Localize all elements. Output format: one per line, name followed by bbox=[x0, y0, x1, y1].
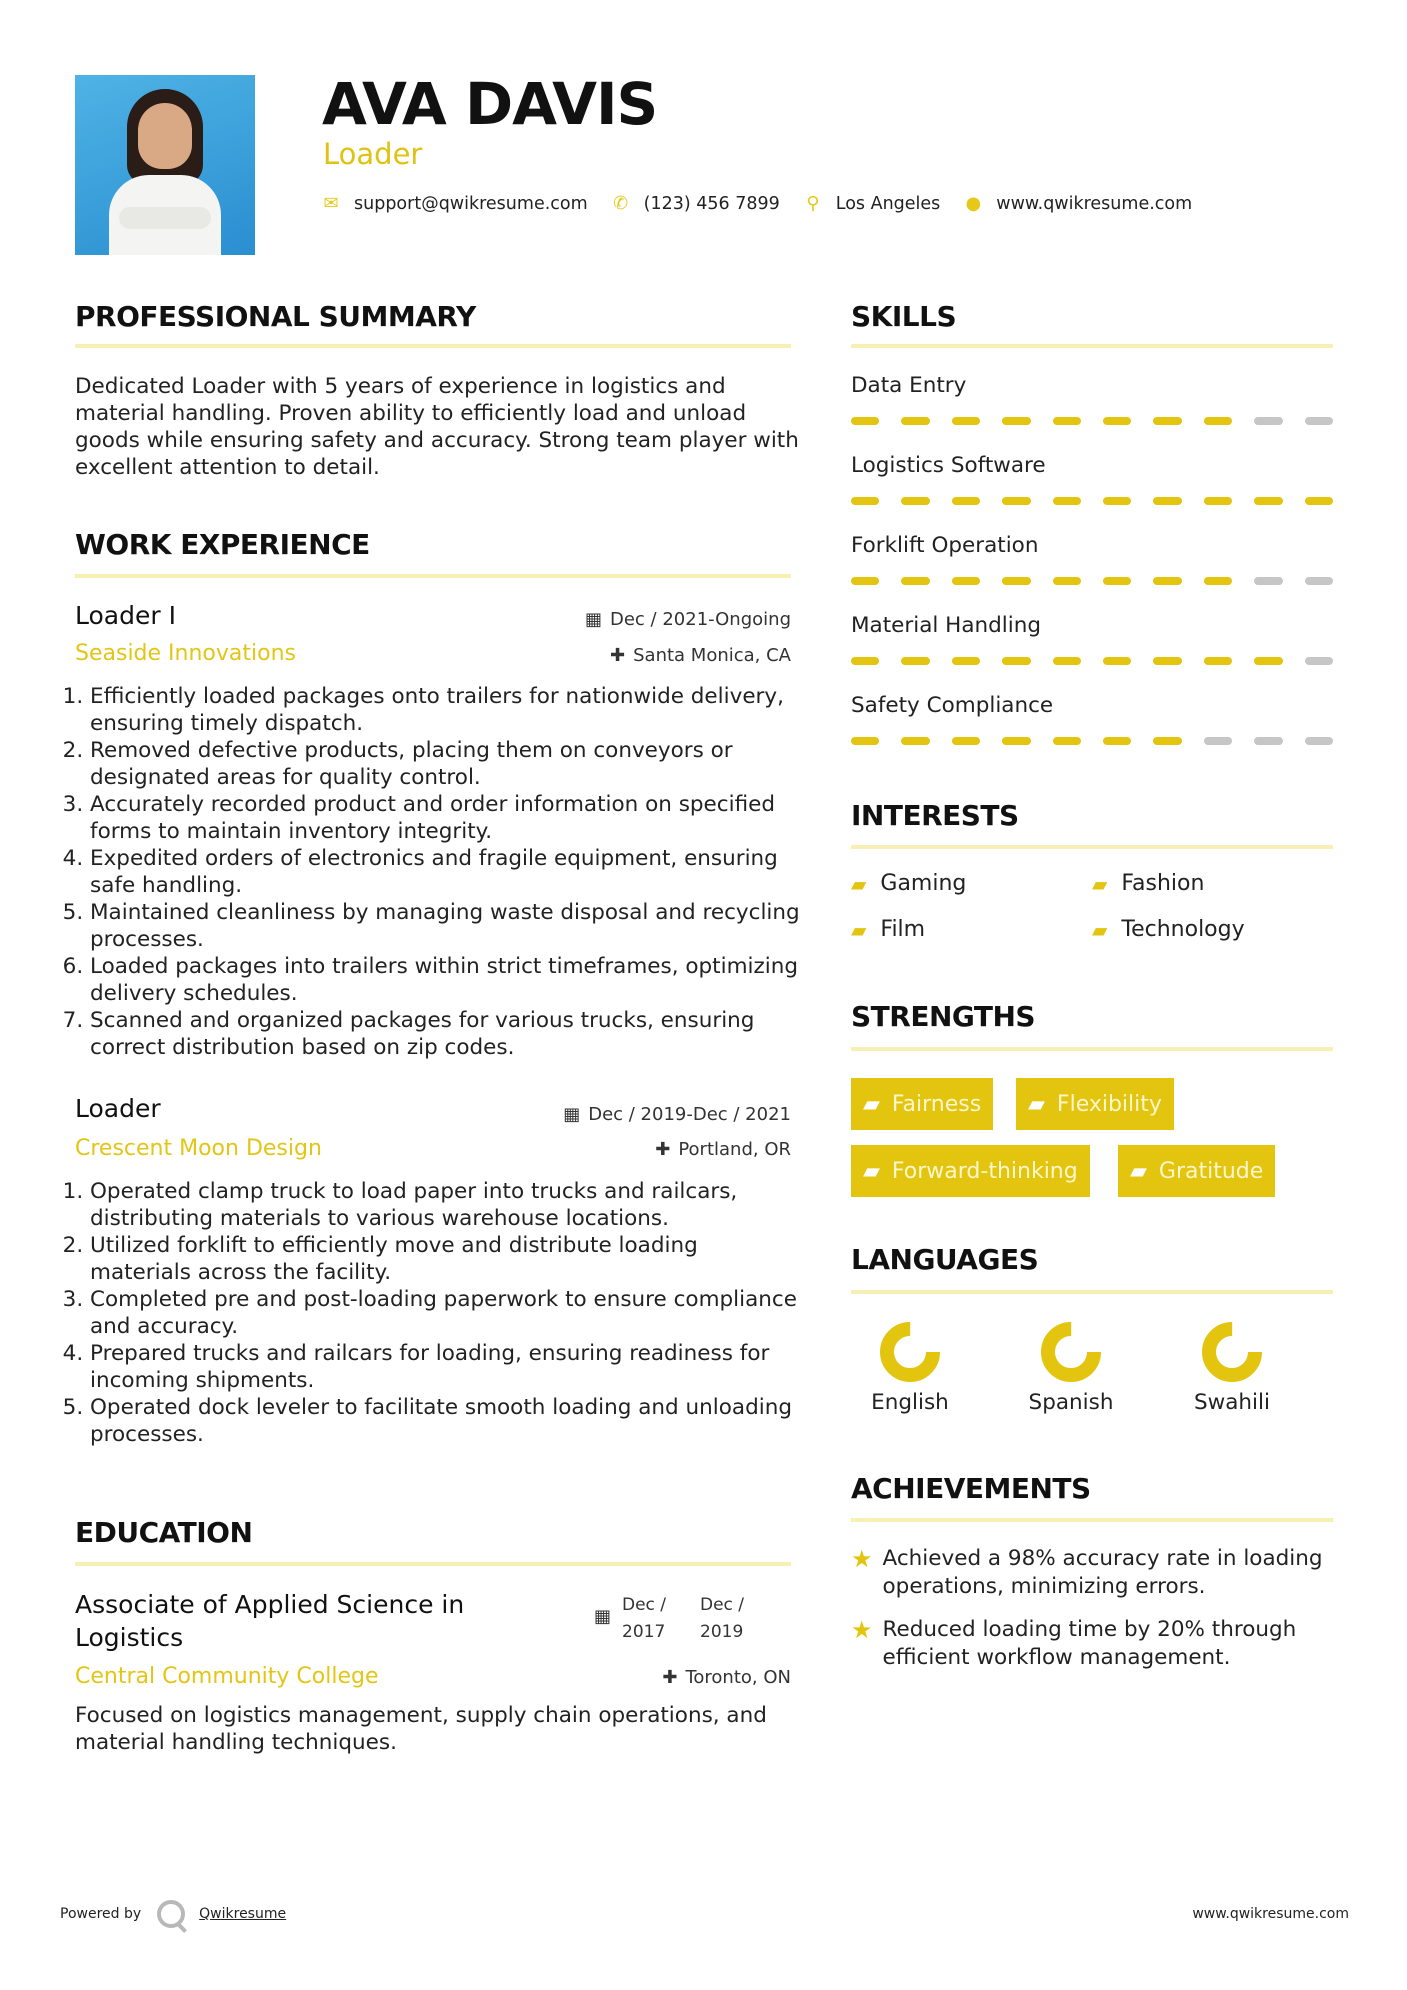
skill-rating-dash bbox=[901, 497, 929, 505]
skill-name: Safety Compliance bbox=[851, 693, 1054, 718]
skill-name: Material Handling bbox=[851, 613, 1042, 638]
summary-heading: PROFESSIONAL SUMMARY bbox=[75, 300, 476, 333]
contact-phone[interactable]: (123) 456 7899 bbox=[643, 193, 780, 214]
education-start-year: 2017 bbox=[622, 1622, 666, 1642]
job-company: Crescent Moon Design bbox=[75, 1136, 322, 1161]
language-item bbox=[1172, 1320, 1292, 1415]
skill-rating-dash bbox=[1254, 417, 1282, 425]
skill-item bbox=[851, 693, 1333, 745]
skill-rating-dash bbox=[952, 497, 980, 505]
languages-rule bbox=[851, 1290, 1333, 1294]
education-end-year: 2019 bbox=[700, 1622, 744, 1642]
education-degree: Associate of Applied Science in Logistics bbox=[75, 1590, 465, 1652]
skill-rating-dash bbox=[1204, 497, 1232, 505]
book-icon: ▰ bbox=[863, 1158, 880, 1184]
skill-rating-dash bbox=[1305, 657, 1333, 665]
education-rule bbox=[75, 1562, 791, 1566]
book-icon: ▰ bbox=[851, 871, 867, 896]
education-location: ✚ Toronto, ON bbox=[662, 1667, 791, 1688]
education-start-month: Dec / bbox=[622, 1595, 667, 1615]
language-item bbox=[1011, 1320, 1131, 1415]
summary-rule bbox=[75, 344, 791, 348]
skills-rule bbox=[851, 344, 1333, 348]
strengths-rule bbox=[851, 1047, 1333, 1051]
calendar-icon: ▦ bbox=[584, 609, 602, 630]
skill-rating-dash bbox=[1254, 497, 1282, 505]
skill-rating bbox=[851, 657, 1333, 665]
skill-rating-dash bbox=[901, 657, 929, 665]
education-school: Central Community College bbox=[75, 1664, 379, 1689]
skill-rating-dash bbox=[1204, 657, 1232, 665]
skill-rating-dash bbox=[851, 577, 879, 585]
skill-name: Logistics Software bbox=[851, 453, 1046, 478]
skill-rating-dash bbox=[901, 737, 929, 745]
skill-rating-dash bbox=[1153, 737, 1181, 745]
profile-photo bbox=[75, 75, 255, 255]
skill-rating-dash bbox=[1204, 417, 1232, 425]
list-item: 3. Accurately recorded product and order information on specified forms to maintain inventory integrity. bbox=[90, 791, 802, 845]
skill-rating bbox=[851, 577, 1333, 585]
skill-rating-dash bbox=[1053, 657, 1081, 665]
education-end-month: Dec / bbox=[700, 1595, 745, 1615]
skill-rating-dash bbox=[1053, 737, 1081, 745]
skill-rating bbox=[851, 737, 1333, 745]
location-pin-icon: ⚲ bbox=[806, 193, 820, 214]
skill-rating-dash bbox=[1254, 577, 1282, 585]
footer-url[interactable]: www.qwikresume.com bbox=[1192, 1906, 1349, 1922]
book-icon: ▰ bbox=[1092, 871, 1108, 896]
skill-rating-dash bbox=[1153, 657, 1181, 665]
skill-rating-dash bbox=[1103, 497, 1131, 505]
skill-rating bbox=[851, 497, 1333, 505]
pin-icon: ✚ bbox=[662, 1667, 678, 1688]
book-icon: ▰ bbox=[863, 1091, 880, 1117]
candidate-title: Loader bbox=[323, 137, 423, 171]
skill-rating-dash bbox=[1002, 737, 1030, 745]
job-bullets bbox=[72, 683, 802, 1061]
list-item: 1. Operated clamp truck to load paper into trucks and railcars, distributing materials to various warehouse locations. bbox=[90, 1178, 802, 1232]
list-item: 3. Completed pre and post-loading paperwork to ensure compliance and accuracy. bbox=[90, 1286, 802, 1340]
skill-rating-dash bbox=[1002, 497, 1030, 505]
skill-rating-dash bbox=[1305, 417, 1333, 425]
skill-rating-dash bbox=[851, 737, 879, 745]
language-name: Spanish bbox=[1028, 1390, 1114, 1415]
job-company: Seaside Innovations bbox=[75, 641, 296, 666]
skill-rating-dash bbox=[901, 577, 929, 585]
list-item: 4. Expedited orders of electronics and fragile equipment, ensuring safe handling. bbox=[90, 845, 802, 899]
skill-rating-dash bbox=[1053, 497, 1081, 505]
job-dates: ▦ Dec / 2021-Ongoing bbox=[584, 609, 791, 630]
book-icon: ▰ bbox=[1130, 1158, 1147, 1184]
skill-rating-dash bbox=[1103, 577, 1131, 585]
language-name: English bbox=[871, 1390, 949, 1415]
language-progress-ring bbox=[1039, 1320, 1103, 1384]
experience-rule bbox=[75, 574, 791, 578]
skill-rating-dash bbox=[1103, 737, 1131, 745]
strengths-heading: STRENGTHS bbox=[851, 1000, 1036, 1033]
skill-rating-dash bbox=[1254, 657, 1282, 665]
education-end bbox=[700, 1592, 744, 1646]
skill-rating-dash bbox=[851, 657, 879, 665]
skill-rating-dash bbox=[1002, 657, 1030, 665]
education-heading: EDUCATION bbox=[75, 1516, 253, 1549]
strength-tag: ▰ Gratitude bbox=[1118, 1145, 1275, 1197]
qwikresume-logo-icon bbox=[157, 1900, 185, 1928]
skill-rating-dash bbox=[1305, 577, 1333, 585]
book-icon: ▰ bbox=[851, 917, 867, 942]
skills-list bbox=[851, 373, 1333, 745]
interest-item: ▰ Film bbox=[851, 917, 926, 942]
skill-rating-dash bbox=[952, 577, 980, 585]
skill-rating-dash bbox=[1153, 417, 1181, 425]
list-item: 1. Efficiently loaded packages onto trailers for nationwide delivery, ensuring timely dispatch. bbox=[90, 683, 802, 737]
skill-rating-dash bbox=[1153, 497, 1181, 505]
pin-icon: ✚ bbox=[655, 1139, 671, 1160]
job-location: ✚ Portland, OR bbox=[655, 1139, 791, 1160]
language-progress-ring bbox=[1200, 1320, 1264, 1384]
list-item: 6. Loaded packages into trailers within strict timeframes, optimizing delivery schedules. bbox=[90, 953, 802, 1007]
interests-heading: INTERESTS bbox=[851, 799, 1019, 832]
contact-bar bbox=[322, 193, 1216, 214]
candidate-name: AVA DAVIS bbox=[322, 70, 658, 138]
skill-rating-dash bbox=[1053, 417, 1081, 425]
calendar-icon: ▦ bbox=[563, 1104, 581, 1125]
contact-email[interactable]: support@qwikresume.com bbox=[354, 193, 588, 214]
skill-rating-dash bbox=[1002, 417, 1030, 425]
language-name: Swahili bbox=[1194, 1390, 1270, 1415]
list-item: 2. Removed defective products, placing them on conveyors or designated areas for quality control. bbox=[90, 737, 802, 791]
skill-rating-dash bbox=[1305, 737, 1333, 745]
book-icon: ▰ bbox=[1092, 917, 1108, 942]
interest-item: ▰ Gaming bbox=[851, 871, 967, 896]
skill-name: Data Entry bbox=[851, 373, 967, 398]
skill-rating-dash bbox=[952, 417, 980, 425]
strength-tag: ▰ Forward-thinking bbox=[851, 1145, 1090, 1197]
interest-item: ▰ Technology bbox=[1092, 917, 1245, 942]
skill-rating-dash bbox=[952, 737, 980, 745]
interest-item: ▰ Fashion bbox=[1092, 871, 1205, 896]
skill-item bbox=[851, 373, 1333, 425]
skill-rating-dash bbox=[851, 417, 879, 425]
education-start bbox=[622, 1592, 666, 1646]
globe-icon: ● bbox=[965, 193, 982, 214]
skill-item bbox=[851, 453, 1333, 505]
interests-rule bbox=[851, 845, 1333, 849]
list-item: 2. Utilized forklift to efficiently move and distribute loading materials across the facility. bbox=[90, 1232, 802, 1286]
list-item: 7. Scanned and organized packages for various trucks, ensuring correct distribution based on zip codes. bbox=[90, 1007, 802, 1061]
achievement-item: ★ Reduced loading time by 20% through efficient workflow management. bbox=[851, 1616, 1297, 1670]
job-title: Loader I bbox=[75, 601, 176, 630]
skill-item bbox=[851, 613, 1333, 665]
phone-icon: ✆ bbox=[613, 193, 629, 214]
experience-heading: WORK EXPERIENCE bbox=[75, 528, 370, 561]
strength-tag: ▰ Fairness bbox=[851, 1078, 993, 1130]
skill-rating-dash bbox=[1002, 577, 1030, 585]
job-dates: ▦ Dec / 2019-Dec / 2021 bbox=[563, 1104, 791, 1125]
strength-tag: ▰ Flexibility bbox=[1016, 1078, 1174, 1130]
achievements-rule bbox=[851, 1518, 1333, 1522]
skill-rating bbox=[851, 417, 1333, 425]
book-icon: ▰ bbox=[1028, 1091, 1045, 1117]
job-title: Loader bbox=[75, 1094, 161, 1123]
language-progress-ring bbox=[878, 1320, 942, 1384]
skill-rating-dash bbox=[1204, 737, 1232, 745]
pin-icon: ✚ bbox=[610, 645, 626, 666]
skills-heading: SKILLS bbox=[851, 300, 957, 333]
skill-rating-dash bbox=[1053, 577, 1081, 585]
job-bullets bbox=[72, 1178, 802, 1448]
language-item bbox=[850, 1320, 970, 1415]
job-location: ✚ Santa Monica, CA bbox=[610, 645, 791, 666]
contact-website[interactable]: www.qwikresume.com bbox=[996, 193, 1193, 214]
skill-rating-dash bbox=[1103, 657, 1131, 665]
email-icon: ✉ bbox=[323, 193, 339, 214]
skill-rating-dash bbox=[1103, 417, 1131, 425]
skill-rating-dash bbox=[1153, 577, 1181, 585]
star-icon: ★ bbox=[851, 1545, 873, 1573]
skill-rating-dash bbox=[1254, 737, 1282, 745]
contact-location: Los Angeles bbox=[835, 193, 941, 214]
skill-rating-dash bbox=[1305, 497, 1333, 505]
education-description: Focused on logistics management, supply chain operations, and material handling techniques. bbox=[75, 1703, 767, 1755]
skill-rating-dash bbox=[851, 497, 879, 505]
skill-rating-dash bbox=[901, 417, 929, 425]
list-item: 5. Maintained cleanliness by managing waste disposal and recycling processes. bbox=[90, 899, 802, 953]
star-icon: ★ bbox=[851, 1616, 873, 1644]
footer-powered-by: Powered by Qwikresume bbox=[60, 1900, 286, 1928]
skill-rating-dash bbox=[1204, 577, 1232, 585]
achievements-heading: ACHIEVEMENTS bbox=[851, 1472, 1091, 1505]
summary-text: Dedicated Loader with 5 years of experience in logistics and material handling. Proven ability to efficiently load and unload goods while ensuring safety and accuracy. Strong team player with excellent attention to detail. bbox=[75, 374, 799, 480]
achievement-item: ★ Achieved a 98% accuracy rate in loading operations, minimizing errors. bbox=[851, 1545, 1323, 1599]
languages-heading: LANGUAGES bbox=[851, 1243, 1039, 1276]
calendar-icon: ▦ bbox=[594, 1606, 612, 1627]
skill-name: Forklift Operation bbox=[851, 533, 1039, 558]
skill-item bbox=[851, 533, 1333, 585]
list-item: 4. Prepared trucks and railcars for loading, ensuring readiness for incoming shipments. bbox=[90, 1340, 802, 1394]
list-item: 5. Operated dock leveler to facilitate smooth loading and unloading processes. bbox=[90, 1394, 802, 1448]
footer-brand-link[interactable]: Qwikresume bbox=[199, 1906, 287, 1922]
skill-rating-dash bbox=[952, 657, 980, 665]
